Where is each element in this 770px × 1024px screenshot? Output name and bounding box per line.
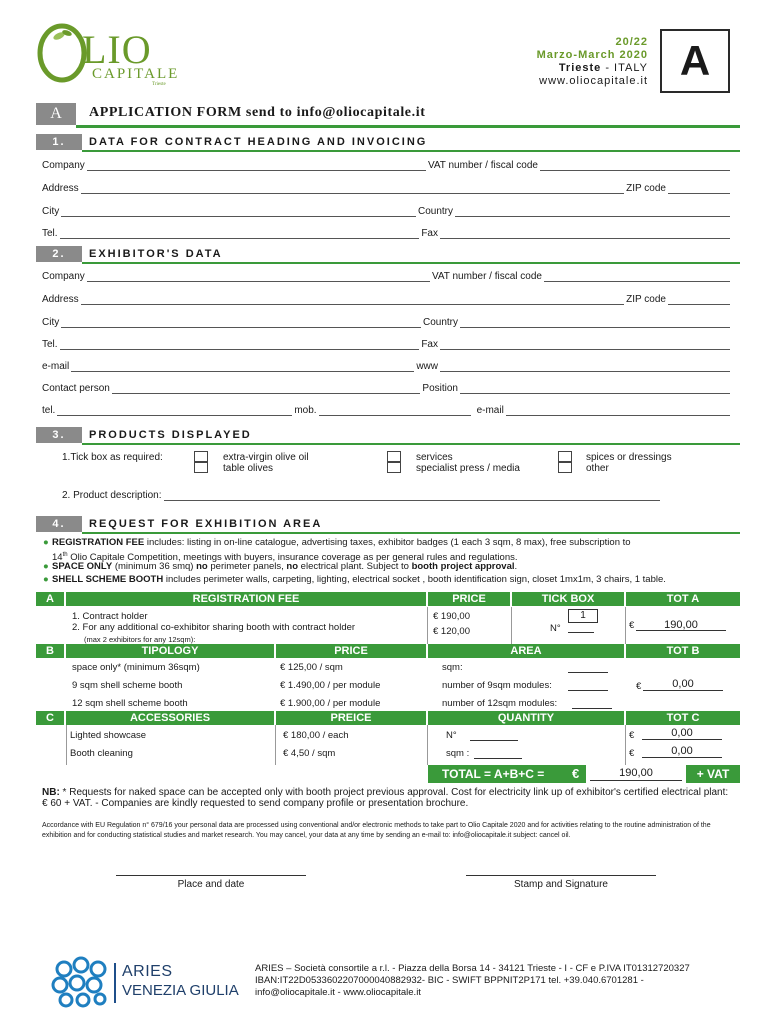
s2-mob-label: mob. [294,405,317,416]
table-b-tot-head: TOT B [626,644,740,658]
option-olive-oil: extra-virgin olive oil [223,452,309,463]
bullet-title: SHELL SCHEME BOOTH [52,574,164,585]
table-c-tot-head: TOT C [626,711,740,725]
table-c-total-1: 0,00 [671,727,693,739]
s2-email-field[interactable] [71,362,414,372]
table-a-total-line [636,630,726,631]
s1-row-company [42,157,732,171]
s1-address-field[interactable] [81,184,624,194]
stamp-signature[interactable]: Stamp and Signature [466,875,656,890]
table-c-euro-1: € [629,730,635,741]
bullet-shell-scheme [43,574,742,586]
table-c-price-1: € 180,00 / each [283,730,349,741]
s2-mob-field[interactable] [319,406,471,416]
s1-zip-label: ZIP code [626,183,666,194]
grand-total-line [590,780,682,781]
s1-zip-field[interactable] [668,184,730,194]
table-c-letter: C [36,711,64,725]
table-divider [427,607,428,644]
bullet-text: includes: listing in on-line catalogue, advertising taxes, exhibitor badges (1 each 3 sqm, 8 max), free subscription to [144,537,631,548]
table-c-qty-sqm-field[interactable] [474,758,522,759]
footer-line-2: IBAN:IT22D0533602207000040882932- BIC - SWIFT BPPNIT2P171 tel. +39.040.6701281 - [255,975,644,986]
s2-tel-label: Tel. [42,339,58,350]
table-c-total-line [642,757,722,758]
bullet-text-sup: th [62,552,68,558]
s2-position-field[interactable] [460,384,730,394]
table-divider [427,725,428,765]
s1-country-field[interactable] [455,207,730,217]
aries-divider [114,963,116,1003]
table-divider [625,607,626,644]
bullet-emphasis: booth project approval [411,561,515,572]
s1-city-label: City [42,206,60,217]
section-title: PRODUCTS DISPLAYED [89,429,252,441]
s2-zip-label: ZIP code [626,294,666,305]
s2-contact-label: Contact person [42,383,110,394]
section-1-header [36,134,740,152]
section-rule [82,443,740,445]
table-b-row-12sqm: 12 sqm shell scheme booth [72,698,188,709]
aries-logo [50,955,250,1010]
table-b-euro: € [636,681,642,692]
form-title: APPLICATION FORM send to info@oliocapitale.it [89,105,426,120]
event-dates: Marzo-March 2020 [536,49,648,61]
grand-total-value: 190,00 [619,767,653,779]
table-c-qty-n: N° [446,730,457,741]
aries-region: VENEZIA GIULIA [122,982,239,999]
s1-row-city [42,203,732,217]
table-b-area-sqm: sqm: [442,662,463,673]
table-c-price-head: PREICE [276,711,426,725]
s2-fax-field[interactable] [440,340,730,350]
tick-box-instruction: 1.Tick box as required: [62,452,163,463]
s2-vat-field[interactable] [544,272,730,282]
event-country: - ITALY [601,62,648,74]
s2-email2-label: e-mail [476,405,504,416]
section-title: REQUEST FOR EXHIBITION AREA [89,518,323,530]
logo-text-sub: CAPITALE [92,66,180,82]
table-c-row-cleaning: Booth cleaning [70,748,133,759]
table-c-total-line [642,739,722,740]
checkbox-other[interactable] [558,462,572,473]
s2-tel2-label: tel. [42,405,56,416]
table-a-price-2: € 120,00 [433,626,470,637]
grand-total-value-box [586,765,686,783]
section-2-header [36,246,740,264]
s2-row-contact [42,380,732,394]
s1-row-tel [42,225,732,239]
table-b-head: TIPOLOGY [66,644,274,658]
bullet-text: includes perimeter walls, carpeting, lighting, electrical socket , booth identification sign, closet 1mx1m, 3 chairs, 1 table. [163,574,666,585]
s2-fax-label: Fax [421,339,438,350]
aries-emblem-icon [50,955,112,1010]
option-spices: spices or dressings [586,452,672,463]
table-b-area-12sqm: number of 12sqm modules: [442,698,558,709]
section-number: 4. [36,516,82,532]
bullet-title: SPACE ONLY [52,561,113,572]
section-title: EXHIBITOR'S DATA [89,248,223,260]
s2-www-field[interactable] [440,362,730,372]
s2-row-tel [42,336,732,350]
table-a-row-note: (max 2 exhibitors for any 12sqm): [84,635,196,644]
s1-address-label: Address [42,183,79,194]
table-divider [625,725,626,765]
footer-line-3: info@oliocapitale.it - www.oliocapitale.it [255,987,421,998]
table-b-price-head: PRICE [276,644,426,658]
s2-www-label: www [416,361,438,372]
s2-email2-field[interactable] [506,406,730,416]
table-a-euro: € [629,620,635,631]
bullet-text: electrical plant. Subject to [298,561,412,572]
table-a-tick-head: TICK BOX [512,592,624,606]
table-b-price-2: € 1.490,00 / per module [280,680,381,691]
section-rule [82,262,740,264]
bullet-dot: ● [43,574,49,585]
table-c-price-2: € 4,50 / sqm [283,748,336,759]
section-number: 2. [36,246,82,262]
table-a-n-label: N° [550,623,561,634]
checkbox-spices[interactable] [558,451,572,462]
bullet-text-ordinal: 14 [52,552,63,564]
grand-total-vat: + VAT [686,765,740,783]
s1-fax-label: Fax [421,228,438,239]
checkbox-olive-oil[interactable] [194,451,208,462]
checkbox-table-olives[interactable] [194,462,208,473]
bullet-space-only [43,561,742,573]
s2-row-address [42,291,732,305]
bullet-dot: ● [43,537,49,548]
form-letter-box: A [660,29,730,93]
s1-company-field[interactable] [87,161,426,171]
place-date-signature[interactable]: Place and date [116,875,306,890]
table-b-price-1: € 125,00 / sqm [280,662,343,673]
logo-text-tag: Trieste [152,82,166,87]
aries-name: ARIES [122,963,173,980]
table-c-row-showcase: Lighted showcase [70,730,147,741]
s2-country-field[interactable] [460,318,730,328]
s1-tel-label: Tel. [42,228,58,239]
option-services: services [416,452,453,463]
s2-row-city [42,314,732,328]
table-a-total: 190,00 [664,619,698,631]
form-title-badge: A [36,103,76,125]
s2-city-field[interactable] [61,318,421,328]
s2-row-phones [42,402,732,416]
s2-row-company [42,268,732,282]
table-a-letter: A [36,592,64,606]
table-divider [511,607,512,644]
grand-total-label: TOTAL = A+B+C = [442,767,545,781]
table-c-qty-head: QUANTITY [428,711,624,725]
table-c-qty-sqm: sqm : [446,748,470,759]
table-b-total: 0,00 [672,678,694,690]
s1-country-label: Country [417,206,453,217]
s1-fax-field[interactable] [440,229,730,239]
table-b-area-9sqm: number of 9sqm modules: [442,680,552,691]
table-divider [66,725,67,765]
section-3-header [36,427,740,445]
s1-vat-field[interactable] [540,161,730,171]
table-a-n-field[interactable] [568,632,594,633]
option-table-olives: table olives [223,463,274,474]
title-rule [76,125,740,128]
s2-contact-field[interactable] [112,384,421,394]
s2-zip-field[interactable] [668,295,730,305]
bullet-title: REGISTRATION FEE [52,537,145,548]
table-a-row-contract-holder: 1. Contract holder [72,611,148,622]
nb-note [42,787,732,809]
bullet-end: . [514,561,518,572]
table-b-row-9sqm: 9 sqm shell scheme booth [72,680,183,691]
table-a-head: REGISTRATION FEE [66,592,426,606]
s2-tel-field[interactable] [60,340,420,350]
table-a-price-1: € 190,00 [433,611,470,622]
table-b-9sqm-field[interactable] [568,690,608,691]
section-number: 3. [36,427,82,443]
table-c-head: ACCESSORIES [66,711,274,725]
product-description-field[interactable] [164,491,661,501]
bullet-text: (minimum 36 smq) [112,561,197,572]
table-b-letter: B [36,644,64,658]
section-rule [82,532,740,534]
option-other: other [586,463,609,474]
table-a-tot-head: TOT A [626,592,740,606]
s2-vat-label: VAT number / fiscal code [431,271,542,282]
checkbox-press-media[interactable] [387,462,401,473]
event-city: Trieste [558,62,602,74]
s2-city-label: City [42,317,60,328]
olio-capitale-logo [34,20,184,90]
event-info [470,36,648,88]
s1-row-address [42,180,732,194]
nb-label: NB: [42,787,60,798]
table-a-row-coexhibitor: 2. For any additional co-exhibitor sharing booth with contract holder [72,622,356,633]
footer-line-1: ARIES – Società consortile a r.l. - Piazza della Borsa 14 - 34121 Trieste - I - CF e P.IVA IT01312720327 [255,963,690,974]
s2-country-label: Country [422,317,458,328]
tick-box-quantity[interactable]: 1 [568,609,598,623]
event-website: www.oliocapitale.it [539,75,648,87]
table-b-total-line [643,690,723,691]
s2-company-label: Company [42,271,85,282]
section-number: 1. [36,134,82,150]
table-b-sqm-field[interactable] [568,672,608,673]
table-c-total-2: 0,00 [671,745,693,757]
s2-row-email [42,358,732,372]
s1-company-label: Company [42,160,85,171]
form-title-row [36,103,740,125]
section-rule [82,150,740,152]
edition: 20/22 [615,36,648,48]
bullet-dot: ● [43,561,49,572]
logo-text-main: LIO [82,27,152,72]
bullet-no: no [286,561,299,572]
table-divider [275,725,276,765]
nb-text: * Requests for naked space can be accepted only with booth project previous approval. Cost for electricity link up of exhibitor's certified electrical plant: € 60 + VAT. - Companies are kindly requested to send company profile or presentation brochure. [42,787,729,809]
bullet-no: no [196,561,208,572]
s2-company-field[interactable] [87,272,430,282]
checkbox-services[interactable] [387,451,401,462]
privacy-note: Accordance with EU Regulation n° 679/16 your personal data are processed using conventional and/or electronic methods to take part to Olio Capitale 2020 and for activities relating to the routine administration of the exhibition and for conducting statistical studies and market research. You may cancel, your data at any time by sending an e-mail to: info@oliocapitale.it subject: cancel oil. [42,822,711,839]
footer [255,963,735,999]
s2-position-label: Position [422,383,458,394]
table-b-row-space-only: space only* (minimum 36sqm) [72,662,200,673]
section-4-header [36,516,740,534]
table-b-12sqm-field[interactable] [572,708,612,709]
table-b-price-3: € 1.900,00 / per module [280,698,381,709]
table-c-euro-2: € [629,748,635,759]
s2-address-field[interactable] [81,295,624,305]
s2-email-label: e-mail [42,361,70,372]
product-description-label: 2. Product description: [62,490,162,501]
bullet-text: perimeter panels, [207,561,287,572]
table-b-area-head: AREA [428,644,624,658]
event-location [470,62,648,75]
s1-vat-label: VAT number / fiscal code [427,160,538,171]
grand-total-euro: € [572,766,580,781]
option-press-media: specialist press / media [416,463,520,474]
s1-city-field[interactable] [61,207,416,217]
bullet-text-cont: Olio Capitale Competition, meetings with buyers, insurance coverage as per general rules and regulations. [67,552,518,564]
s3-row-description [62,487,662,501]
s2-address-label: Address [42,294,79,305]
table-c-qty-n-field[interactable] [470,740,518,741]
table-a-price-head: PRICE [428,592,510,606]
s1-tel-field[interactable] [60,229,420,239]
s2-tel2-field[interactable] [57,406,292,416]
section-title: DATA FOR CONTRACT HEADING AND INVOICING [89,136,428,148]
